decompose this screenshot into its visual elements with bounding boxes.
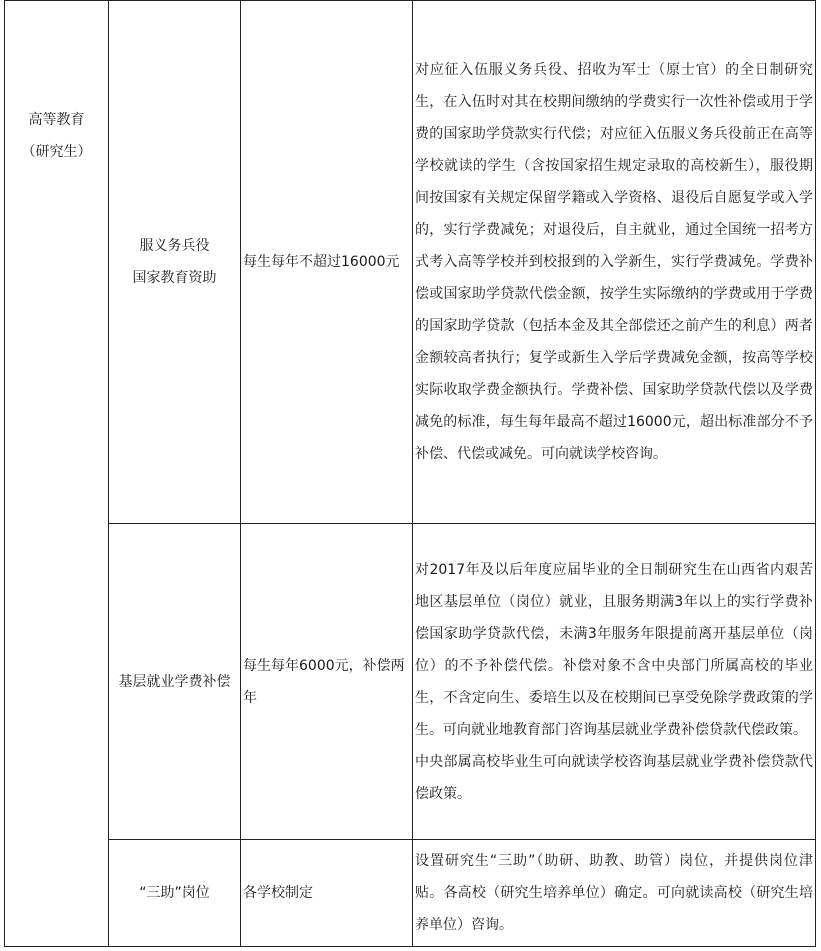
program-name: 服义务兵役: [139, 238, 210, 254]
standard-cell: [241, 524, 413, 840]
standard-cell: [241, 1, 413, 524]
category-subtitle: （研究生）: [21, 144, 92, 160]
description-cell: [413, 1, 816, 524]
funding-standard: 每生每年6000元，补偿两年: [243, 657, 405, 706]
category-cell: [5, 1, 109, 947]
table-row: [5, 524, 816, 840]
description-paragraph: 对2017年及以后年度应届毕业的全日制研究生在山西省内艰苦地区基层单位（岗位）就业，且服务期满3年以上的实行学费补偿国家助学贷款代偿，未满3年服务年限提前离开基层单位（岗位）的不予补偿代偿。补偿对象不含中央部门所属高校的毕业生，不含定向生、委培生以及在校期间已享受免除学费政策的学生。可向就业地教育部门咨询基层就业学费补偿贷款代偿政策。: [415, 561, 813, 738]
description-paragraph: 中央部属高校毕业生可向就读学校咨询基层就业学费补偿贷款代偿政策。: [415, 753, 813, 802]
program-cell: [109, 1, 241, 524]
category-title: 高等教育: [28, 112, 85, 128]
program-name: 基层就业学费补偿: [118, 673, 231, 690]
table-row: [5, 840, 816, 947]
policy-table: [4, 0, 816, 947]
funding-standard: 每生每年不超过16000元: [243, 254, 400, 270]
description-cell: [413, 524, 816, 840]
description-paragraph: 设置研究生“三助”（助研、助教、助管）岗位，并提供岗位津贴。各高校（研究生培养单位）确定。可向就读高校（研究生培养单位）咨询。: [415, 853, 813, 933]
program-name-line2: 国家教育资助: [132, 270, 217, 286]
funding-standard: 各学校制定: [243, 885, 313, 901]
standard-cell: [241, 840, 413, 947]
program-cell: [109, 524, 241, 840]
program-name: “三助”岗位: [139, 885, 210, 901]
table-row: [5, 1, 816, 524]
description-cell: [413, 840, 816, 947]
program-cell: [109, 840, 241, 947]
description-paragraph: 对应征入伍服义务兵役、招收为军士（原士官）的全日制研究生，在入伍时对其在校期间缴纳的学费实行一次性补偿或用于学费的国家助学贷款实行代偿；对应征入伍服义务兵役前正在高等学校就读的学生（含按国家招生规定录取的高校新生），服役期间按国家有关规定保留学籍或入学资格、退役后自愿复学或入学的，实行学费减免；对退役后，自主就业，通过全国统一招考方式考入高等学校并到校报到的入学新生，实行学费减免。学费补偿或国家助学贷款代偿金额，按学生实际缴纳的学费或用于学费的国家助学贷款（包括本金及其全部偿还之前产生的利息）两者金额较高者执行；复学或新生入学后学费减免金额，按高等学校实际收取学费金额执行。学费补偿、国家助学贷款代偿以及学费减免的标准，每生每年最高不超过16000元，超出标准部分不予补偿、代偿或减免。可向就读学校咨询。: [415, 62, 813, 462]
